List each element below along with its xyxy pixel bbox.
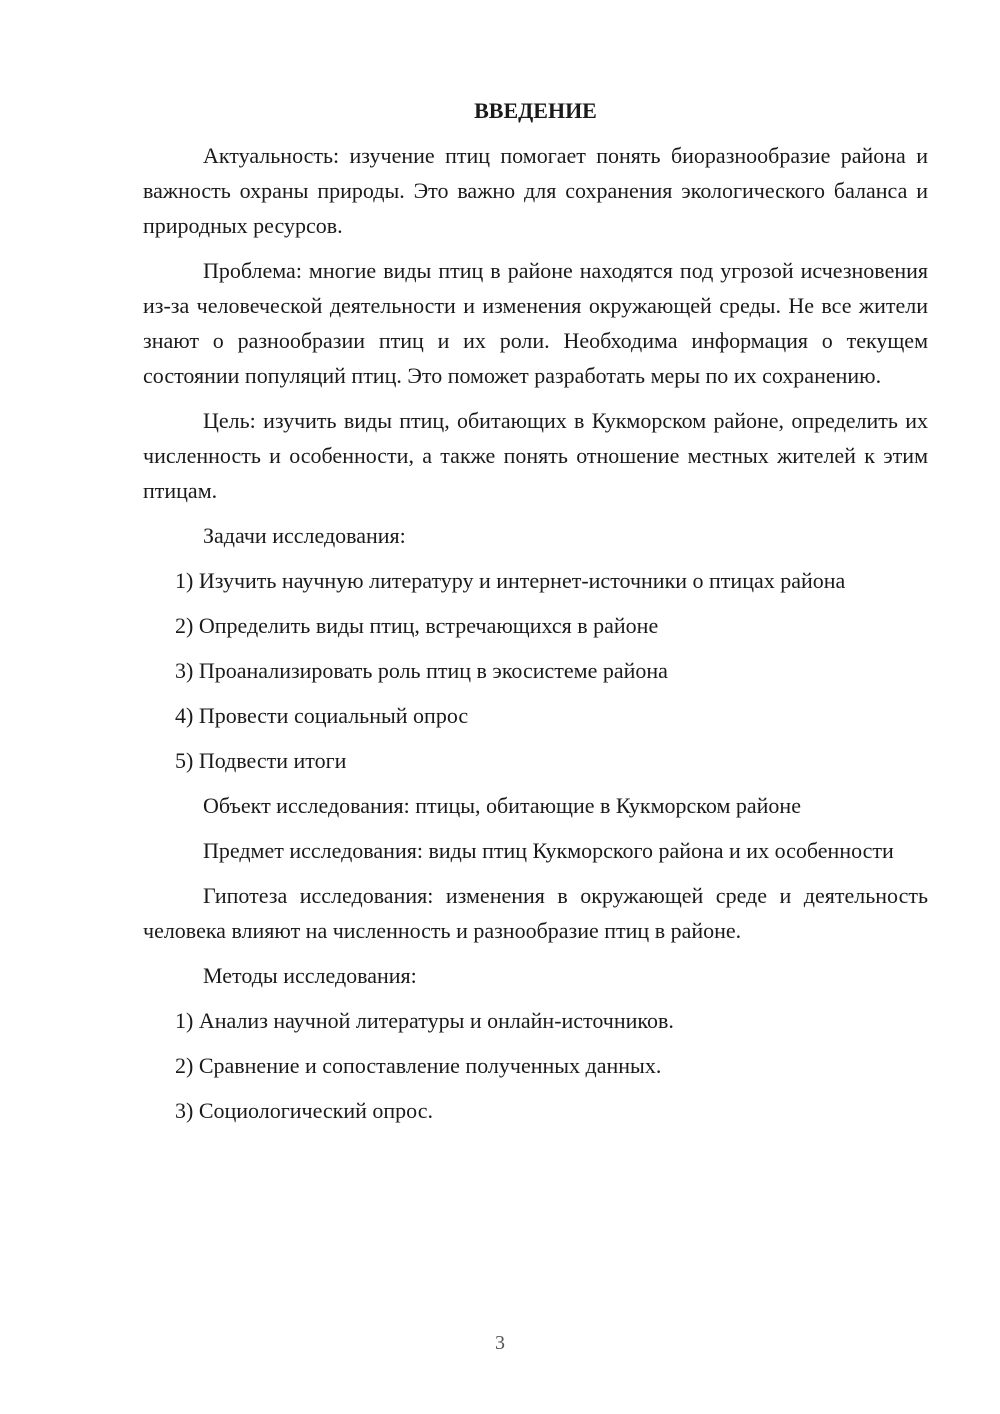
document-page [143,93,928,1138]
task-item: 1) Изучить научную литературу и интернет-источники о птицах района [175,568,846,593]
object-paragraph: Объект исследования: птицы, обитающие в Кукморском районе [203,793,801,818]
task-item: 2) Определить виды птиц, встречающихся в районе [175,613,659,638]
method-item: 3) Социологический опрос. [175,1098,433,1123]
method-item: 2) Сравнение и сопоставление полученных данных. [175,1053,662,1078]
subject-paragraph: Предмет исследования: виды птиц Кукморского района и их особенности [203,838,894,863]
methods-heading: Методы исследования: [203,963,417,988]
relevance-paragraph: Актуальность: изучение птиц помогает понять биоразнообразие района и важность охраны природы. Это важно для сохранения экологического баланса и природных ресурсов. [143,143,928,238]
task-item: 3) Проанализировать роль птиц в экосистеме района [175,658,668,683]
method-item: 1) Анализ научной литературы и онлайн-источников. [175,1008,674,1033]
goal-paragraph: Цель: изучить виды птиц, обитающих в Кукморском районе, определить их численность и особенности, а также понять отношение местных жителей к этим птицам. [143,408,928,503]
problem-paragraph: Проблема: многие виды птиц в районе находятся под угрозой исчезновения из-за человеческой деятельности и изменения окружающей среды. Не все жители знают о разнообразии птиц и их роли. Необходима информация о текущем состоянии популяций птиц. Это поможет разработать меры по их сохранению. [143,258,928,388]
page-title: ВВЕДЕНИЕ [474,98,597,123]
tasks-heading: Задачи исследования: [203,523,406,548]
task-item: 5) Подвести итоги [175,748,347,773]
page-number: 3 [495,1332,505,1354]
task-item: 4) Провести социальный опрос [175,703,469,728]
hypothesis-paragraph: Гипотеза исследования: изменения в окружающей среде и деятельность человека влияют на численность и разнообразие птиц в районе. [143,883,928,943]
